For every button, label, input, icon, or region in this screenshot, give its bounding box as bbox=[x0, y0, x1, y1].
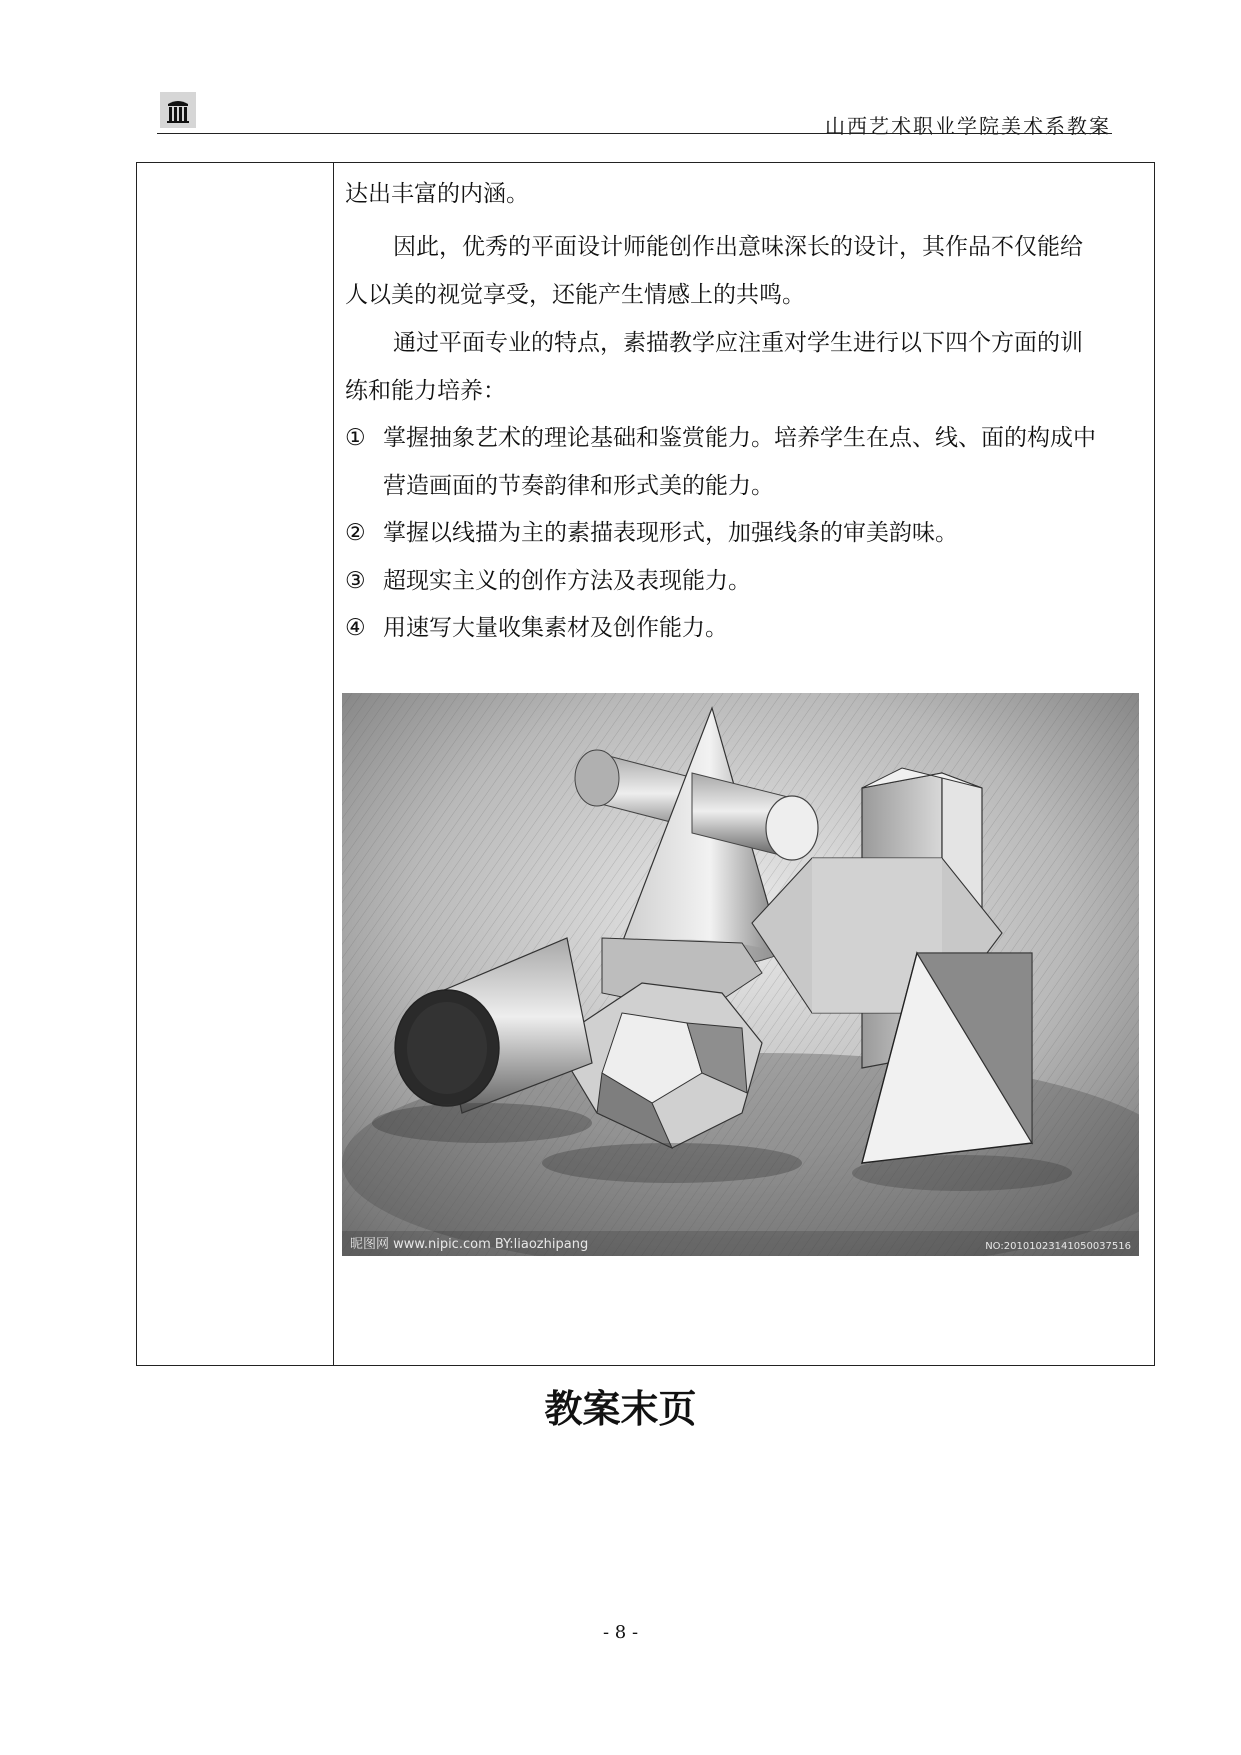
logo-icon bbox=[160, 92, 196, 128]
list-item-text: 用速写大量收集素材及创作能力。 bbox=[383, 615, 728, 641]
list-item bbox=[345, 613, 728, 643]
paragraph-line: 达出丰富的内涵。 bbox=[345, 181, 529, 207]
header-title: 山西艺术职业学院美术系教案 bbox=[825, 114, 1111, 138]
page-number: - 8 - bbox=[602, 1622, 639, 1643]
list-item-text: 超现实主义的创作方法及表现能力。 bbox=[383, 568, 751, 594]
list-item-text: 掌握以线描为主的素描表现形式，加强线条的审美韵味。 bbox=[383, 520, 958, 546]
list-item-text: 掌握抽象艺术的理论基础和鉴赏能力。培养学生在点、线、面的构成中 bbox=[383, 425, 1096, 451]
image-watermark-left: 昵图网 www.nipic.com BY:liaozhipang bbox=[350, 1237, 589, 1252]
list-marker: ② bbox=[345, 520, 366, 546]
paragraph-line: 人以美的视觉享受，还能产生情感上的共鸣。 bbox=[345, 282, 805, 308]
end-page-title: 教案末页 bbox=[544, 1387, 697, 1431]
table-column-divider bbox=[333, 163, 334, 1365]
table-left-cell bbox=[137, 163, 333, 1365]
list-marker: ③ bbox=[345, 568, 366, 594]
paragraph-line: 因此，优秀的平面设计师能创作出意味深长的设计，其作品不仅能给 bbox=[393, 234, 1083, 260]
geometric-still-life-sketch-image bbox=[342, 693, 1139, 1256]
list-item bbox=[345, 423, 1096, 453]
paragraph-line: 练和能力培养： bbox=[345, 378, 506, 404]
list-item bbox=[345, 518, 958, 548]
header-divider bbox=[157, 133, 1112, 134]
list-marker: ④ bbox=[345, 615, 366, 641]
list-item-continuation: 营造画面的节奏韵律和形式美的能力。 bbox=[383, 473, 774, 499]
list-item bbox=[345, 566, 751, 596]
image-watermark-right: NO:20101023141050037516 bbox=[985, 1241, 1131, 1252]
paragraph-line: 通过平面专业的特点，素描教学应注重对学生进行以下四个方面的训 bbox=[393, 330, 1083, 356]
list-marker: ① bbox=[345, 425, 366, 451]
